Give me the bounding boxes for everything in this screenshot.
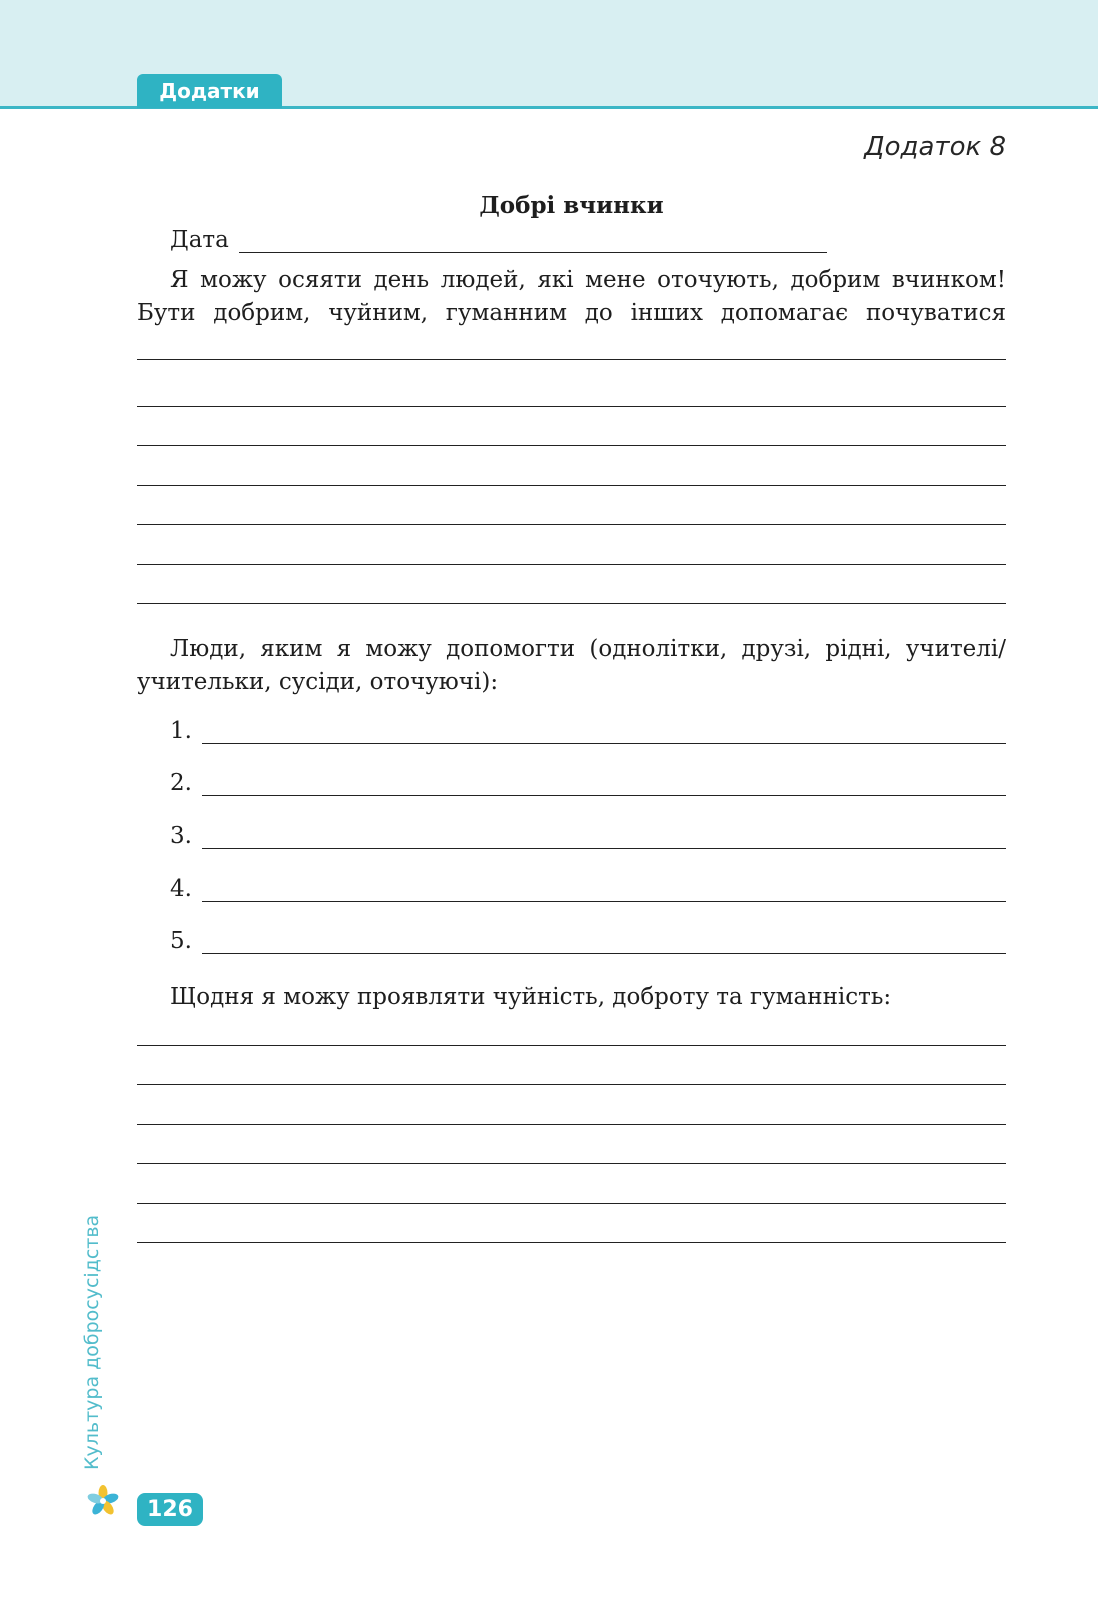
numbered-item[interactable] <box>170 762 1006 796</box>
item-line[interactable] <box>202 721 1006 744</box>
item-line[interactable] <box>202 931 1006 954</box>
writing-line[interactable] <box>137 406 1006 407</box>
date-label: Дата <box>170 227 229 253</box>
flower-icon <box>87 1485 119 1517</box>
page-number: 126 <box>137 1493 203 1526</box>
item-line[interactable] <box>202 879 1006 902</box>
item-line[interactable] <box>202 826 1006 849</box>
item-number: 5. <box>170 928 192 954</box>
section-tab: Додатки <box>137 74 282 108</box>
writing-line[interactable] <box>137 1124 1006 1125</box>
writing-line[interactable] <box>137 1163 1006 1164</box>
item-line[interactable] <box>202 773 1006 796</box>
writing-line[interactable] <box>137 564 1006 565</box>
writing-line[interactable] <box>137 1084 1006 1085</box>
page-title: Добрі вчинки <box>479 192 664 219</box>
writing-line[interactable] <box>137 359 1006 360</box>
appendix-label: Додаток 8 <box>864 132 1006 162</box>
item-number: 3. <box>170 823 192 849</box>
numbered-item[interactable] <box>170 815 1006 849</box>
item-number: 1. <box>170 718 192 744</box>
writing-line[interactable] <box>137 524 1006 525</box>
item-number: 2. <box>170 770 192 796</box>
date-input-line[interactable] <box>239 226 827 253</box>
writing-line[interactable] <box>137 1203 1006 1204</box>
date-row <box>170 226 827 253</box>
writing-line[interactable] <box>137 1242 1006 1243</box>
people-paragraph: Люди, яким я можу допомогти (однолітки, друзі, рідні, учителі/учительки, сусіди, оточуючі): <box>137 636 1006 695</box>
writing-line[interactable] <box>137 1045 1006 1046</box>
writing-line[interactable] <box>137 603 1006 604</box>
intro-line-2: Бути добрим, чуйним, гуманним до інших допомагає почуватися <box>137 300 1006 326</box>
intro-line-1: Я можу осяяти день людей, які мене оточують, добрим вчинком! <box>170 267 1006 293</box>
numbered-item[interactable] <box>170 868 1006 902</box>
writing-line[interactable] <box>137 445 1006 446</box>
numbered-item[interactable] <box>170 920 1006 954</box>
side-title: Культура добросусідства <box>81 1214 103 1470</box>
numbered-item[interactable] <box>170 710 1006 744</box>
daily-paragraph: Щодня я можу проявляти чуйність, доброту та гуманність: <box>170 984 892 1010</box>
item-number: 4. <box>170 876 192 902</box>
writing-line[interactable] <box>137 485 1006 486</box>
